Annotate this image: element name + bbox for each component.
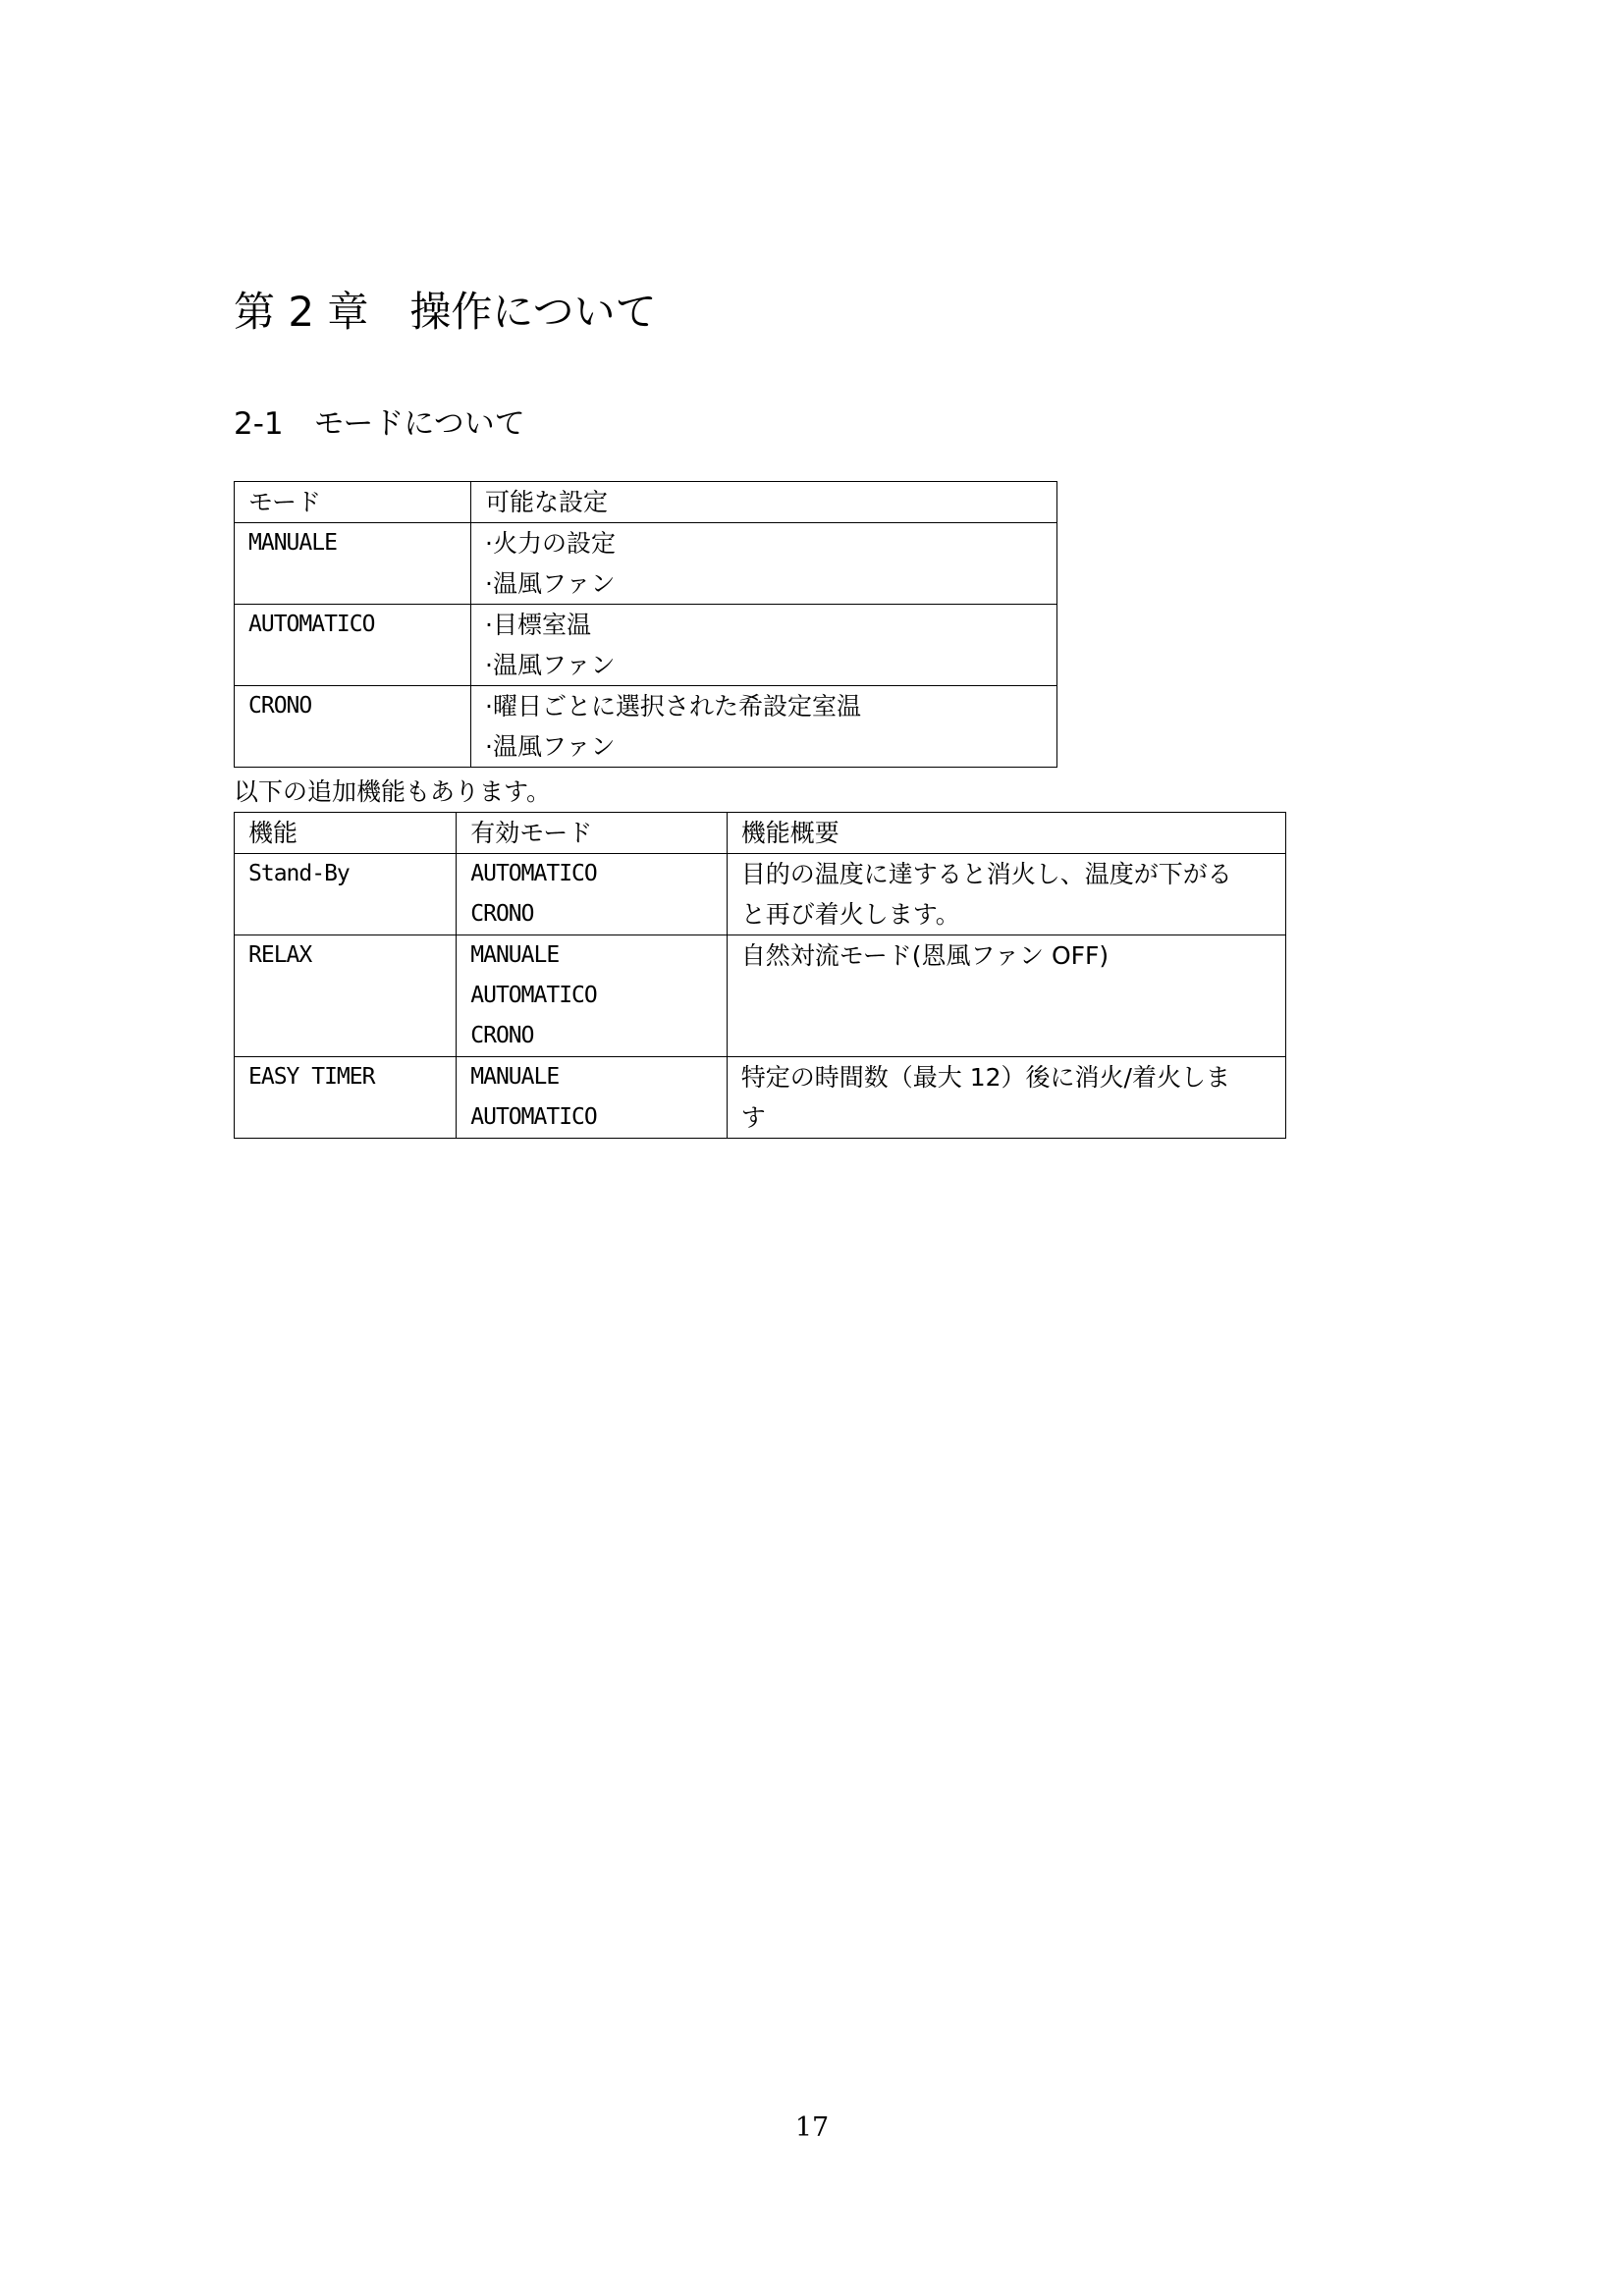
feature-summary xyxy=(727,1057,1285,1139)
mode-line: AUTOMATICO xyxy=(470,983,597,1008)
feature-modes xyxy=(457,1057,728,1139)
table-row xyxy=(235,523,1057,605)
table-row xyxy=(235,854,1286,935)
features-table-header xyxy=(235,813,1286,854)
setting-line: ·目標室温 xyxy=(485,611,591,639)
setting-line: ·温風ファン xyxy=(485,569,616,598)
feature-modes xyxy=(457,935,728,1057)
features-table xyxy=(234,812,1286,1139)
features-header-feature: 機能 xyxy=(235,813,457,854)
mode-line: AUTOMATICO xyxy=(470,861,597,886)
feature-name: RELAX xyxy=(235,935,457,1057)
mode-line: AUTOMATICO xyxy=(470,1104,597,1130)
summary-line: 自然対流モード(恩風ファン OFF) xyxy=(740,941,1110,970)
features-intro: 以下の追加機能もあります。 xyxy=(234,777,552,806)
setting-line: ·曜日ごとに選択された希設定室温 xyxy=(485,692,861,721)
mode-settings xyxy=(471,523,1057,605)
table-row xyxy=(235,686,1057,768)
mode-name: AUTOMATICO xyxy=(235,605,471,686)
table-row xyxy=(235,935,1286,1057)
summary-line: 目的の温度に達すると消火し、温度が下がる xyxy=(740,860,1232,888)
chapter-title: 第 2 章 操作について xyxy=(234,288,657,336)
table-row xyxy=(235,605,1057,686)
modes-table-header xyxy=(235,482,1057,523)
features-header-summary: 機能概要 xyxy=(727,813,1285,854)
mode-line: CRONO xyxy=(470,901,534,927)
mode-name: MANUALE xyxy=(235,523,471,605)
setting-line: ·温風ファン xyxy=(485,732,616,761)
mode-line: MANUALE xyxy=(470,942,560,968)
table-row xyxy=(235,1057,1286,1139)
setting-line: ·火力の設定 xyxy=(485,529,616,558)
modes-table xyxy=(234,481,1057,768)
summary-line: す xyxy=(740,1103,766,1132)
feature-name: Stand-By xyxy=(235,854,457,935)
mode-name: CRONO xyxy=(235,686,471,768)
summary-line: 特定の時間数（最大 12）後に消火/着火しま xyxy=(740,1063,1230,1092)
feature-name: EASY TIMER xyxy=(235,1057,457,1139)
mode-settings xyxy=(471,686,1057,768)
setting-line: ·温風ファン xyxy=(485,651,616,679)
feature-modes xyxy=(457,854,728,935)
modes-header-settings: 可能な設定 xyxy=(471,482,1057,523)
summary-line: と再び着火します。 xyxy=(740,900,960,929)
section-title: 2-1 モードについて xyxy=(234,406,525,442)
features-header-modes: 有効モード xyxy=(457,813,728,854)
mode-settings xyxy=(471,605,1057,686)
mode-line: MANUALE xyxy=(470,1064,560,1090)
modes-header-mode: モード xyxy=(235,482,471,523)
page-number: 17 xyxy=(794,2112,830,2143)
feature-summary xyxy=(727,854,1285,935)
mode-line: CRONO xyxy=(470,1023,534,1048)
feature-summary xyxy=(727,935,1285,1057)
